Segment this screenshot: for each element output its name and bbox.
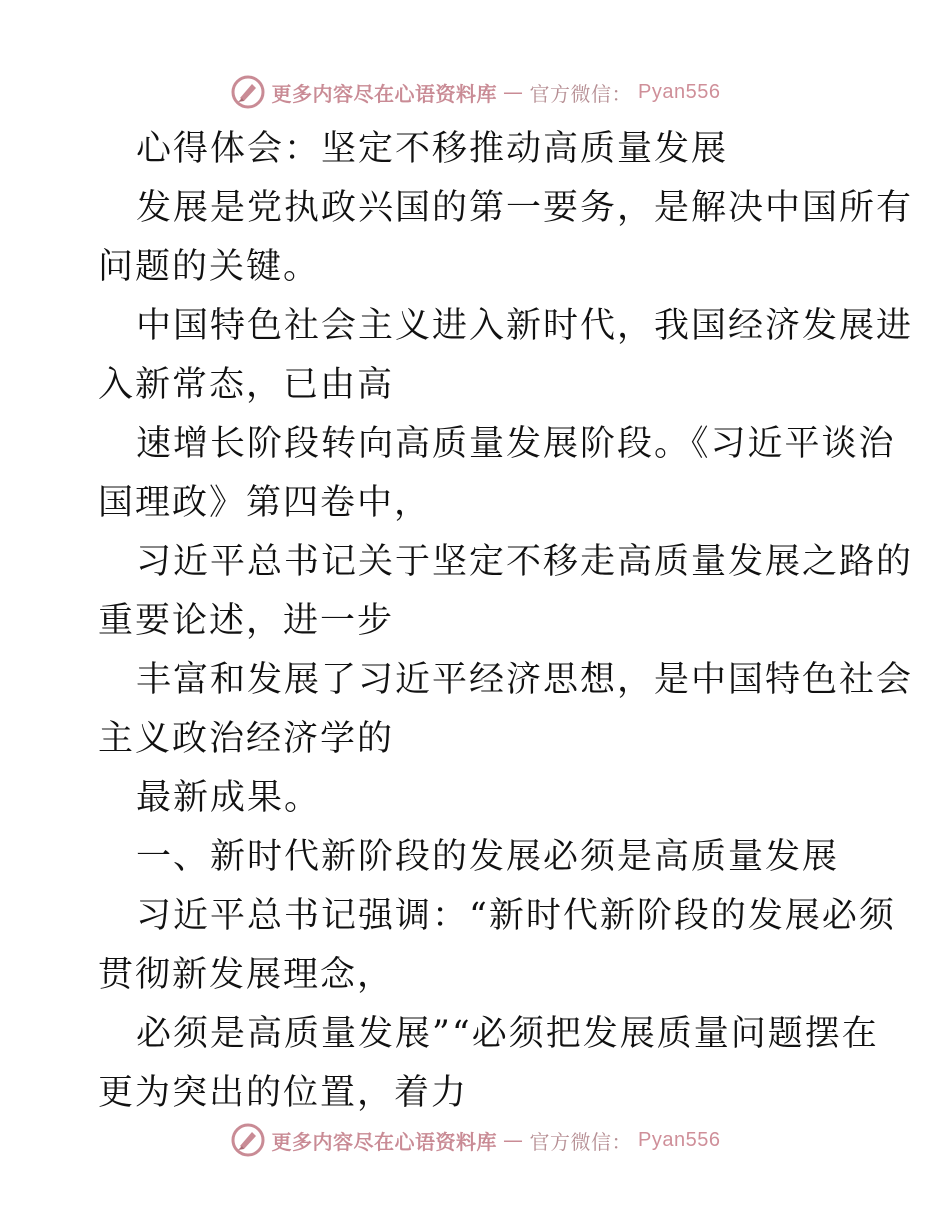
banner-dash: — [503,80,524,104]
text-line: 重要论述，进一步 [98,601,395,641]
text-line: 一、新时代新阶段的发展必须是高质量发展 [136,837,840,877]
text-line: 国理政》第四卷中， [98,483,432,523]
text-line: 丰富和发展了习近平经济思想，是中国特色社会 [136,660,914,700]
header-banner [0,72,950,112]
banner-sub-text: 官方微信： [529,81,633,106]
banner-wechat-id: Pyan556 [638,80,721,103]
banner-wechat-id: Pyan556 [638,1128,721,1151]
brand-logo-icon [230,74,266,110]
banner-main-text: 更多内容尽在心语资料库 [271,81,498,106]
text-line: 最新成果。 [136,778,322,818]
text-line: 入新常态，已由高 [98,365,395,405]
text-line: 问题的关键。 [98,247,321,287]
banner-dash: — [503,1128,524,1152]
text-line: 习近平总书记关于坚定不移走高质量发展之路的 [136,542,914,582]
document-lines [98,179,914,1123]
text-line: 速增长阶段转向高质量发展阶段。《习近平谈治 [136,424,896,464]
brand-logo-icon [230,1122,266,1158]
text-line: 更为突出的位置，着力 [98,1073,469,1113]
text-line: 中国特色社会主义进入新时代，我国经济发展进 [136,306,914,346]
banner-sub-text: 官方微信： [529,1129,633,1154]
footer-banner [0,1120,950,1160]
text-line: 必须是高质量发展”“必须把发展质量问题摆在 [136,1014,879,1054]
text-line: 贯彻新发展理念， [98,955,395,995]
text-line: 主义政治经济学的 [98,719,395,759]
document-body [98,120,914,1123]
document-title: 心得体会：坚定不移推动高质量发展 [136,129,729,169]
text-line: 发展是党执政兴国的第一要务，是解决中国所有 [136,188,914,228]
banner-main-text: 更多内容尽在心语资料库 [271,1129,498,1154]
text-line: 习近平总书记强调：“新时代新阶段的发展必须 [136,896,896,936]
